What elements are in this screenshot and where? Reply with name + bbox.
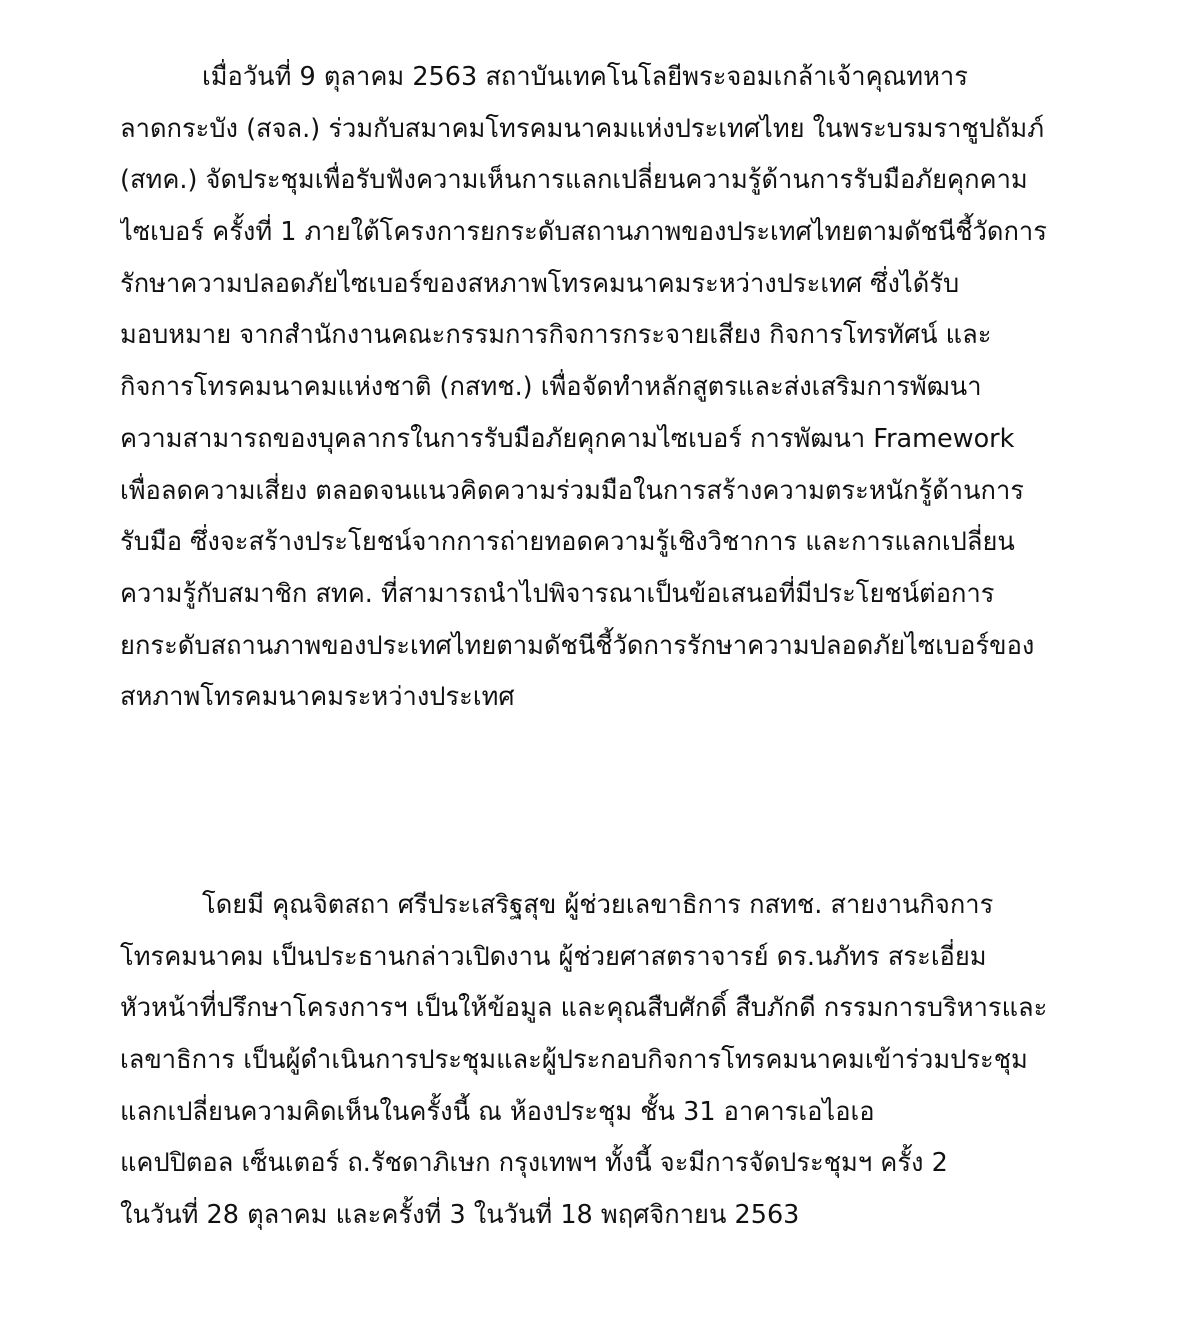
text-line: มอบหมาย จากสำนักงานคณะกรรมการกิจการกระจายเสียง กิจการโทรทัศน์ และ [120, 320, 992, 351]
text-line: ในวันที่ 28 ตุลาคม และครั้งที่ 3 ในวันที่ 18 พฤศจิกายน 2563 [120, 1200, 800, 1231]
text-line: ลาดกระบัง (สจล.) ร่วมกับสมาคมโทรคมนาคมแห่งประเทศไทย ในพระบรมราชูปถัมภ์ [120, 113, 1045, 144]
text-line: (สทค.) จัดประชุมเพื่อรับฟังความเห็นการแลกเปลี่ยนความรู้ด้านการรับมือภัยคุกคาม [120, 165, 1028, 196]
text-line: ไซเบอร์ ครั้งที่ 1 ภายใต้โครงการยกระดับสถานภาพของประเทศไทยตามดัชนีชี้วัดการ [120, 217, 1047, 248]
text-line: หัวหน้าที่ปรึกษาโครงการฯ เป็นให้ข้อมูล และคุณสืบศักดิ์ สืบภักดี กรรมการบริหารและ [120, 993, 1048, 1024]
paragraph-event-overview [120, 54, 1100, 726]
text-line: โดยมี คุณจิตสถา ศรีประเสริฐสุข ผู้ช่วยเลขาธิการ กสทช. สายงานกิจการ [202, 890, 994, 920]
text-line: แลกเปลี่ยนความคิดเห็นในครั้งนี้ ณ ห้องประชุม ชั้น 31 อาคารเอไอเอ [120, 1096, 875, 1127]
text-line: รับมือ ซึ่งจะสร้างประโยชน์จากการถ่ายทอดความรู้เชิงวิชาการ และการแลกเปลี่ยน [120, 527, 1015, 558]
text-line: เพื่อลดความเสี่ยง ตลอดจนแนวคิดความร่วมมือในการสร้างความตระหนักรู้ด้านการ [120, 475, 1024, 506]
text-line: กิจการโทรคมนาคมแห่งชาติ (กสทช.) เพื่อจัดทำหลักสูตรและส่งเสริมการพัฒนา [120, 372, 982, 403]
paragraph-participants [120, 882, 1100, 1244]
text-line: เลขาธิการ เป็นผู้ดำเนินการประชุมและผู้ประกอบกิจการโทรคมนาคมเข้าร่วมประชุม [120, 1045, 1028, 1076]
text-line: เมื่อวันที่ 9 ตุลาคม 2563 สถาบันเทคโนโลยีพระจอมเกล้าเจ้าคุณทหาร [202, 62, 968, 92]
text-line: แคปปิตอล เซ็นเตอร์ ถ.รัชดาภิเษก กรุงเทพฯ ทั้งนี้ จะมีการจัดประชุมฯ ครั้ง 2 [120, 1148, 948, 1179]
text-line: รักษาความปลอดภัยไซเบอร์ของสหภาพโทรคมนาคมระหว่างประเทศ ซึ่งได้รับ [120, 268, 960, 299]
text-line: ยกระดับสถานภาพของประเทศไทยตามดัชนีชี้วัดการรักษาความปลอดภัยไซเบอร์ของ [120, 630, 1035, 661]
text-line: ความรู้กับสมาชิก สทค. ที่สามารถนำไปพิจารณาเป็นข้อเสนอที่มีประโยชน์ต่อการ [120, 578, 995, 609]
text-line: ความสามารถของบุคลากรในการรับมือภัยคุกคามไซเบอร์ การพัฒนา Framework [120, 423, 1015, 454]
text-line: โทรคมนาคม เป็นประธานกล่าวเปิดงาน ผู้ช่วยศาสตราจารย์ ดร.นภัทร สระเอี่ยม [120, 941, 987, 972]
text-line: สหภาพโทรคมนาคมระหว่างประเทศ [120, 682, 515, 713]
